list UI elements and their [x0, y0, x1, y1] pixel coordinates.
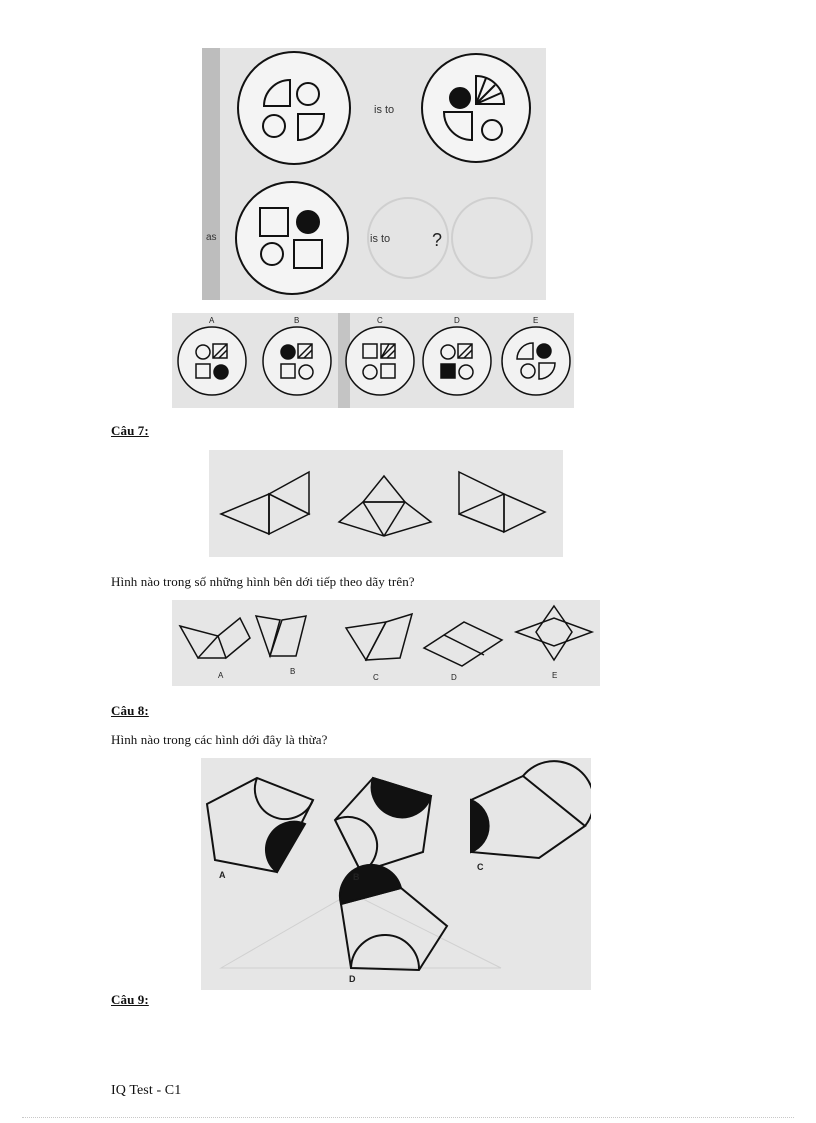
- q9-heading: Câu 9:: [111, 992, 149, 1007]
- analogy-circle-3: [236, 182, 348, 294]
- footer-divider: [22, 1117, 794, 1118]
- q7-question: Hình nào trong số những hình bên dới tiếp theo dãy trên?: [111, 574, 415, 589]
- q6-option-e: [502, 327, 570, 395]
- q6-option-a: [178, 327, 246, 395]
- q7-sequence-figure: [209, 450, 563, 557]
- q8-label-d: D: [349, 974, 356, 984]
- analogy-figure: [202, 48, 546, 300]
- q8-label-b: B: [353, 872, 360, 882]
- q7-label-d: D: [451, 673, 457, 682]
- page-footer: IQ Test - C1: [111, 1083, 182, 1098]
- q6-option-c: [346, 327, 414, 395]
- q7-options-figure: [172, 600, 600, 686]
- analogy-as-label: as: [206, 232, 217, 243]
- q7-label-a: A: [218, 671, 224, 680]
- q7-label-c: C: [373, 673, 379, 682]
- q8-options-figure: [201, 758, 591, 990]
- q6-option-d: [423, 327, 491, 395]
- q6-label-e: E: [533, 316, 539, 325]
- q8-heading: Câu 8:: [111, 703, 149, 718]
- unknown-mark: ?: [432, 230, 443, 250]
- q6-options-figure: [172, 313, 574, 408]
- q7-label-b: B: [290, 667, 296, 676]
- analogy-is-to-1: is to: [374, 104, 395, 116]
- q8-question: Hình nào trong các hình dới đây là thừa?: [111, 732, 328, 747]
- analogy-circle-1: [238, 52, 350, 164]
- q8-label-c: C: [477, 862, 484, 872]
- analogy-is-to-2: is to: [370, 233, 391, 245]
- q6-label-a: A: [209, 316, 215, 325]
- q6-label-d: D: [454, 316, 460, 325]
- q7-label-e: E: [552, 671, 558, 680]
- analogy-circle-2: [422, 54, 530, 162]
- q7-heading: Câu 7:: [111, 423, 149, 438]
- q6-label-b: B: [294, 316, 300, 325]
- q6-option-b: [263, 327, 331, 395]
- q6-label-c: C: [377, 316, 383, 325]
- q8-label-a: A: [219, 870, 226, 880]
